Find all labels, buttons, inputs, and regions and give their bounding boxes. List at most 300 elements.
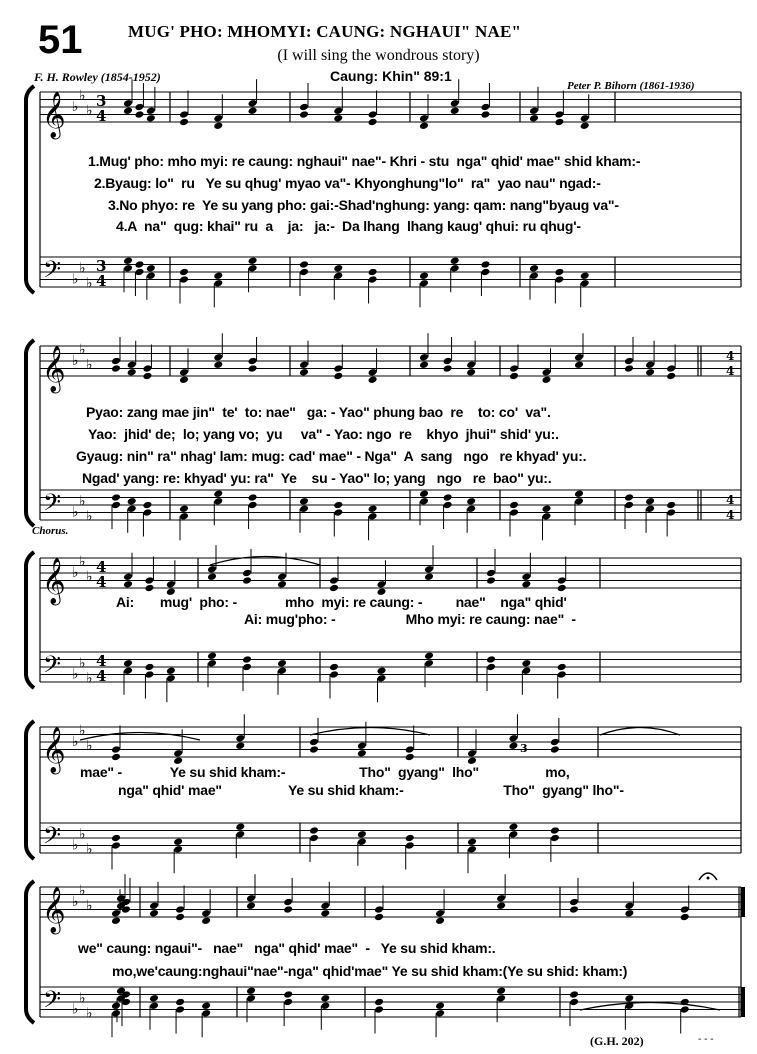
bass-clef: 𝄢 xyxy=(43,650,62,684)
note-head xyxy=(374,913,384,922)
note-head xyxy=(508,734,518,743)
note-head xyxy=(111,357,121,366)
hymn-title: MUG' PHO: MHOMYI: CAUNG: NGHAUI" NAE" xyxy=(128,22,522,41)
key-signature-flat: ♭ xyxy=(72,734,79,750)
grand-staff-bracket xyxy=(26,552,34,688)
note-head xyxy=(529,264,539,273)
note-head xyxy=(299,504,309,513)
note-head xyxy=(496,901,506,910)
note-head xyxy=(377,674,387,683)
note-head xyxy=(435,909,445,918)
key-signature-flat: ♭ xyxy=(79,990,86,1007)
note-head xyxy=(299,497,309,506)
note-head xyxy=(213,271,223,280)
note-head xyxy=(405,745,415,754)
note-head xyxy=(299,103,309,112)
note-head xyxy=(569,998,579,1007)
note-head xyxy=(166,580,176,589)
note-head xyxy=(333,264,343,273)
note-head xyxy=(680,913,690,922)
key-signature-flat: ♭ xyxy=(86,102,93,119)
note-head xyxy=(246,986,256,995)
chorus-treble-lyrics-3: we" caung: ngaui"- nae" nga" qhid' mae" - Ye su shid kham:. xyxy=(78,940,496,956)
note-head xyxy=(149,1001,159,1010)
key-signature-flat: ♭ xyxy=(72,666,79,683)
note-head xyxy=(405,841,415,850)
note-head xyxy=(248,99,258,108)
note-head xyxy=(405,834,415,843)
note-head xyxy=(111,753,121,762)
note-head xyxy=(146,106,156,115)
note-head xyxy=(248,256,258,265)
note-head xyxy=(248,106,258,115)
note-head xyxy=(173,749,183,758)
key-signature-flat: ♭ xyxy=(79,655,86,672)
time-signature-top: 4 xyxy=(96,558,107,576)
tie xyxy=(600,728,680,736)
note-head xyxy=(333,271,343,280)
note-head xyxy=(248,264,258,273)
verse-2-line-2: Yao: jhid' de; lo; yang vo; yu va" - Yao: ngo re khyo jhui" shid' yu:. xyxy=(88,426,559,442)
note-head xyxy=(179,110,189,119)
note-head xyxy=(466,504,476,513)
note-head xyxy=(309,745,319,754)
note-head xyxy=(480,268,490,277)
note-head xyxy=(374,1005,384,1014)
verse-2-line-1: 2.Byaug: lo" ru Ye su qhug' myao va"- Khyonghung"lo" ra" yao nau" ngad:- xyxy=(94,175,601,191)
note-head xyxy=(144,663,154,672)
key-signature-flat: ♭ xyxy=(72,894,79,910)
key-signature-flat: ♭ xyxy=(86,1005,93,1022)
note-head xyxy=(248,364,258,373)
note-head xyxy=(574,497,584,506)
treble-clef: 𝄞 xyxy=(42,727,66,773)
note-head xyxy=(320,909,330,918)
note-head xyxy=(508,741,518,750)
note-head xyxy=(424,572,434,581)
grand-staff-bracket xyxy=(26,340,34,526)
note-head xyxy=(624,909,634,918)
note-head xyxy=(467,845,477,854)
note-head xyxy=(542,512,552,521)
note-head xyxy=(235,822,245,831)
note-head xyxy=(624,357,634,366)
note-head xyxy=(569,905,579,914)
note-head xyxy=(419,114,429,123)
note-head xyxy=(246,901,256,910)
note-head xyxy=(146,114,156,123)
note-head xyxy=(207,651,217,660)
note-head xyxy=(580,121,590,130)
note-head xyxy=(127,504,137,513)
chorus-bass-lyrics-3: mo,we'caung:nghaui"nae"-nga" qhid'mae" Ye su shid kham:(Ye su shid: kham:) xyxy=(112,963,628,979)
note-head xyxy=(329,670,339,679)
note-head xyxy=(127,497,137,506)
note-head xyxy=(529,271,539,280)
note-head xyxy=(529,106,539,115)
note-head xyxy=(550,738,560,747)
note-head xyxy=(645,504,655,513)
note-head xyxy=(201,916,211,925)
note-head xyxy=(320,1001,330,1010)
note-head xyxy=(645,497,655,506)
time-signature-top: 3 xyxy=(96,257,107,275)
note-head xyxy=(134,103,144,112)
note-head xyxy=(509,372,519,381)
note-head xyxy=(542,368,552,377)
note-head xyxy=(142,501,152,510)
note-head xyxy=(134,110,144,119)
note-head xyxy=(424,565,434,574)
bass-clef: 𝄢 xyxy=(43,985,62,1019)
note-head xyxy=(144,576,154,585)
note-head xyxy=(299,110,309,119)
note-head xyxy=(111,1001,121,1010)
note-head xyxy=(521,659,531,668)
note-head xyxy=(235,734,245,743)
note-head xyxy=(580,279,590,288)
note-head xyxy=(179,118,189,127)
note-head xyxy=(624,501,634,510)
note-head xyxy=(246,894,256,903)
note-head xyxy=(213,114,223,123)
note-head xyxy=(357,837,367,846)
note-head xyxy=(166,666,176,675)
note-head xyxy=(374,998,384,1007)
note-head xyxy=(134,268,144,277)
note-head xyxy=(179,368,189,377)
note-head xyxy=(213,360,223,369)
grand-staff-bracket xyxy=(26,881,34,1023)
note-head xyxy=(283,898,293,907)
note-head xyxy=(486,569,496,578)
note-head xyxy=(580,271,590,280)
key-signature-flat: ♭ xyxy=(86,670,93,687)
grand-staff-bracket xyxy=(26,721,34,859)
note-head xyxy=(496,986,506,995)
note-head xyxy=(557,663,567,672)
time-signature-bottom: 4 xyxy=(96,573,107,591)
note-head xyxy=(277,580,287,589)
note-head xyxy=(320,901,330,910)
note-head xyxy=(146,264,156,273)
note-head xyxy=(624,493,634,502)
note-head xyxy=(645,360,655,369)
note-head xyxy=(554,110,564,119)
chorus-treble-lyrics-2: mae" - Ye su shid kham:- Tho" gyang" lho" mo, xyxy=(80,764,570,780)
note-head xyxy=(419,497,429,506)
note-head xyxy=(123,659,133,668)
page-marks: - - - xyxy=(698,1034,714,1045)
fermata-dot xyxy=(707,877,710,880)
note-head xyxy=(173,845,183,854)
note-head xyxy=(496,894,506,903)
hymn-subtitle: (I will sing the wondrous story) xyxy=(277,47,480,64)
note-head xyxy=(283,990,293,999)
note-head xyxy=(111,493,121,502)
note-head xyxy=(201,1009,211,1018)
key-signature-flat: ♭ xyxy=(79,553,86,570)
note-head xyxy=(299,360,309,369)
note-head xyxy=(111,1009,121,1018)
note-head xyxy=(142,372,152,381)
note-head xyxy=(235,741,245,750)
note-head xyxy=(419,279,429,288)
note-head xyxy=(175,913,185,922)
note-head xyxy=(175,998,185,1007)
note-head xyxy=(329,576,339,585)
note-head xyxy=(666,501,676,510)
note-head xyxy=(242,655,252,664)
note-head xyxy=(624,901,634,910)
note-head xyxy=(550,826,560,835)
note-head xyxy=(405,753,415,762)
note-head xyxy=(111,501,121,510)
note-head xyxy=(680,1005,690,1014)
note-head xyxy=(480,110,490,119)
note-head xyxy=(574,353,584,362)
note-head xyxy=(377,580,387,589)
note-head xyxy=(333,106,343,115)
note-head xyxy=(235,830,245,839)
note-head xyxy=(368,504,378,513)
note-head xyxy=(374,905,384,914)
note-head xyxy=(277,666,287,675)
note-head xyxy=(213,497,223,506)
time-signature-change-bottom: 4 xyxy=(726,508,735,522)
note-head xyxy=(368,275,378,284)
key-signature-flat: ♭ xyxy=(86,737,93,754)
note-head xyxy=(357,741,367,750)
note-head xyxy=(580,114,590,123)
note-head xyxy=(443,501,453,510)
verse-4-line-2: Ngad' yang: re: khyad' yu: ra" Ye su - Yao" lo; yang ngo re bao" yu:. xyxy=(82,470,552,486)
chorus-label: Chorus. xyxy=(32,525,69,537)
note-head xyxy=(480,260,490,269)
note-head xyxy=(123,106,133,115)
chorus-bass-lyrics-2: nga" qhid' mae" Ye su shid kham:- Tho" gyang" lho"- xyxy=(118,782,624,798)
note-head xyxy=(213,489,223,498)
note-head xyxy=(542,375,552,384)
note-head xyxy=(666,364,676,373)
note-head xyxy=(144,584,154,593)
note-head xyxy=(201,909,211,918)
note-head xyxy=(542,504,552,513)
treble-clef: 𝄞 xyxy=(42,346,66,392)
note-head xyxy=(142,364,152,373)
note-head xyxy=(467,837,477,846)
key-signature-flat: ♭ xyxy=(79,87,86,104)
note-head xyxy=(123,256,133,265)
note-head xyxy=(435,1009,445,1018)
time-signature-bottom: 4 xyxy=(96,107,107,125)
note-head xyxy=(624,994,634,1003)
key-signature-flat: ♭ xyxy=(72,99,79,115)
note-head xyxy=(377,666,387,675)
note-head xyxy=(357,830,367,839)
scripture-reference: Caung: Khin" 89:1 xyxy=(330,68,452,84)
chorus-treble-lyrics-1: Ai: mug' pho: - mho myi: re caung: - nae" nga" qhid' xyxy=(116,594,567,610)
note-head xyxy=(480,103,490,112)
note-head xyxy=(486,655,496,664)
note-head xyxy=(509,508,519,517)
note-head xyxy=(368,268,378,277)
note-head xyxy=(309,826,319,835)
note-head xyxy=(213,121,223,130)
note-head xyxy=(123,666,133,675)
note-head xyxy=(450,256,460,265)
note-head xyxy=(111,841,121,850)
note-head xyxy=(450,99,460,108)
note-head xyxy=(486,576,496,585)
note-head xyxy=(123,580,133,589)
note-head xyxy=(179,375,189,384)
note-head xyxy=(179,275,189,284)
note-head xyxy=(624,364,634,373)
note-head xyxy=(666,372,676,381)
note-head xyxy=(435,1001,445,1010)
key-signature-flat: ♭ xyxy=(86,568,93,585)
time-signature-bottom: 4 xyxy=(96,272,107,290)
note-head xyxy=(149,909,159,918)
note-head xyxy=(299,268,309,277)
note-head xyxy=(368,110,378,119)
note-head xyxy=(508,830,518,839)
note-head xyxy=(550,834,560,843)
note-head xyxy=(521,666,531,675)
note-head xyxy=(333,501,343,510)
tie xyxy=(310,728,430,736)
note-head xyxy=(146,271,156,280)
key-signature-flat: ♭ xyxy=(79,826,86,843)
treble-clef: 𝄞 xyxy=(42,887,66,933)
note-head xyxy=(134,260,144,269)
note-head xyxy=(645,368,655,377)
note-head xyxy=(309,738,319,747)
note-head xyxy=(299,260,309,269)
note-head xyxy=(467,749,477,758)
chorus-bass-lyrics-1: Ai: mug'pho: - Mho myi: re caung: nae" - xyxy=(244,611,576,627)
hymn-number: 51 xyxy=(38,18,83,62)
note-head xyxy=(179,268,189,277)
verse-1-line-1: 1.Mug' pho: mho myi: re caung: nghaui" nae"- Khri - stu nga" qhid' mae" shid kham:- xyxy=(88,153,641,169)
note-head xyxy=(242,663,252,672)
note-head xyxy=(368,118,378,127)
note-head xyxy=(123,99,133,108)
note-head xyxy=(443,493,453,502)
note-head xyxy=(242,576,252,585)
note-head xyxy=(283,905,293,914)
note-head xyxy=(248,357,258,366)
key-signature-flat: ♭ xyxy=(86,508,93,525)
note-head xyxy=(207,659,217,668)
time-signature-change-bottom: 4 xyxy=(726,364,735,378)
note-head xyxy=(574,489,584,498)
note-head xyxy=(213,353,223,362)
note-head xyxy=(419,489,429,498)
note-head xyxy=(521,580,531,589)
note-head xyxy=(680,905,690,914)
lyricist-credit: F. H. Rowley (1854-1952) xyxy=(34,70,161,84)
note-head xyxy=(299,368,309,377)
note-head xyxy=(207,572,217,581)
key-signature-flat: ♭ xyxy=(86,356,93,373)
bass-clef: 𝄢 xyxy=(43,255,62,289)
note-head xyxy=(201,1001,211,1010)
note-head xyxy=(424,659,434,668)
note-head xyxy=(419,353,429,362)
note-head xyxy=(466,368,476,377)
note-head xyxy=(509,501,519,510)
key-signature-flat: ♭ xyxy=(79,260,86,277)
treble-clef: 𝄞 xyxy=(42,92,66,138)
composer-credit: Peter P. Bihorn (1861-1936) xyxy=(567,80,695,92)
note-head xyxy=(175,1005,185,1014)
note-head xyxy=(246,994,256,1003)
note-head xyxy=(111,916,121,925)
note-head xyxy=(554,118,564,127)
key-signature-flat: ♭ xyxy=(72,271,79,288)
note-head xyxy=(450,264,460,273)
key-signature-flat: ♭ xyxy=(72,504,79,521)
bass-clef: 𝄢 xyxy=(43,488,62,522)
note-head xyxy=(443,364,453,373)
verse-1-line-2: Pyao: zang mae jin" te' to: nae" ga: - Yao" phung bao re to: co' va". xyxy=(86,404,551,420)
note-head xyxy=(554,275,564,284)
time-signature-change-top: 4 xyxy=(726,493,735,507)
note-head xyxy=(329,584,339,593)
note-head xyxy=(557,670,567,679)
note-head xyxy=(320,994,330,1003)
note-head xyxy=(368,375,378,384)
note-head xyxy=(111,909,121,918)
note-head xyxy=(283,998,293,1007)
triplet-marker: 3 xyxy=(520,742,528,755)
note-head xyxy=(123,572,133,581)
note-head xyxy=(419,121,429,130)
key-signature-flat: ♭ xyxy=(86,841,93,858)
note-head xyxy=(529,114,539,123)
note-head xyxy=(175,905,185,914)
key-signature-flat: ♭ xyxy=(79,493,86,510)
note-head xyxy=(508,822,518,831)
key-signature-flat: ♭ xyxy=(72,837,79,854)
key-signature-flat: ♭ xyxy=(72,565,79,581)
note-head xyxy=(277,659,287,668)
note-head xyxy=(248,493,258,502)
note-head xyxy=(550,745,560,754)
note-head xyxy=(277,572,287,581)
note-head xyxy=(111,745,121,754)
note-head xyxy=(509,364,519,373)
note-head xyxy=(179,512,189,521)
note-head xyxy=(357,749,367,758)
time-signature-top: 3 xyxy=(96,92,107,110)
key-signature-flat: ♭ xyxy=(79,341,86,358)
note-head xyxy=(574,360,584,369)
note-head xyxy=(329,663,339,672)
note-head xyxy=(419,360,429,369)
tie xyxy=(580,1003,720,1011)
time-signature-top: 4 xyxy=(96,652,107,670)
grand-staff-bracket xyxy=(26,86,34,293)
note-head xyxy=(666,508,676,517)
note-head xyxy=(486,663,496,672)
note-head xyxy=(450,106,460,115)
note-head xyxy=(149,901,159,910)
key-signature-flat: ♭ xyxy=(72,353,79,369)
note-head xyxy=(443,357,453,366)
